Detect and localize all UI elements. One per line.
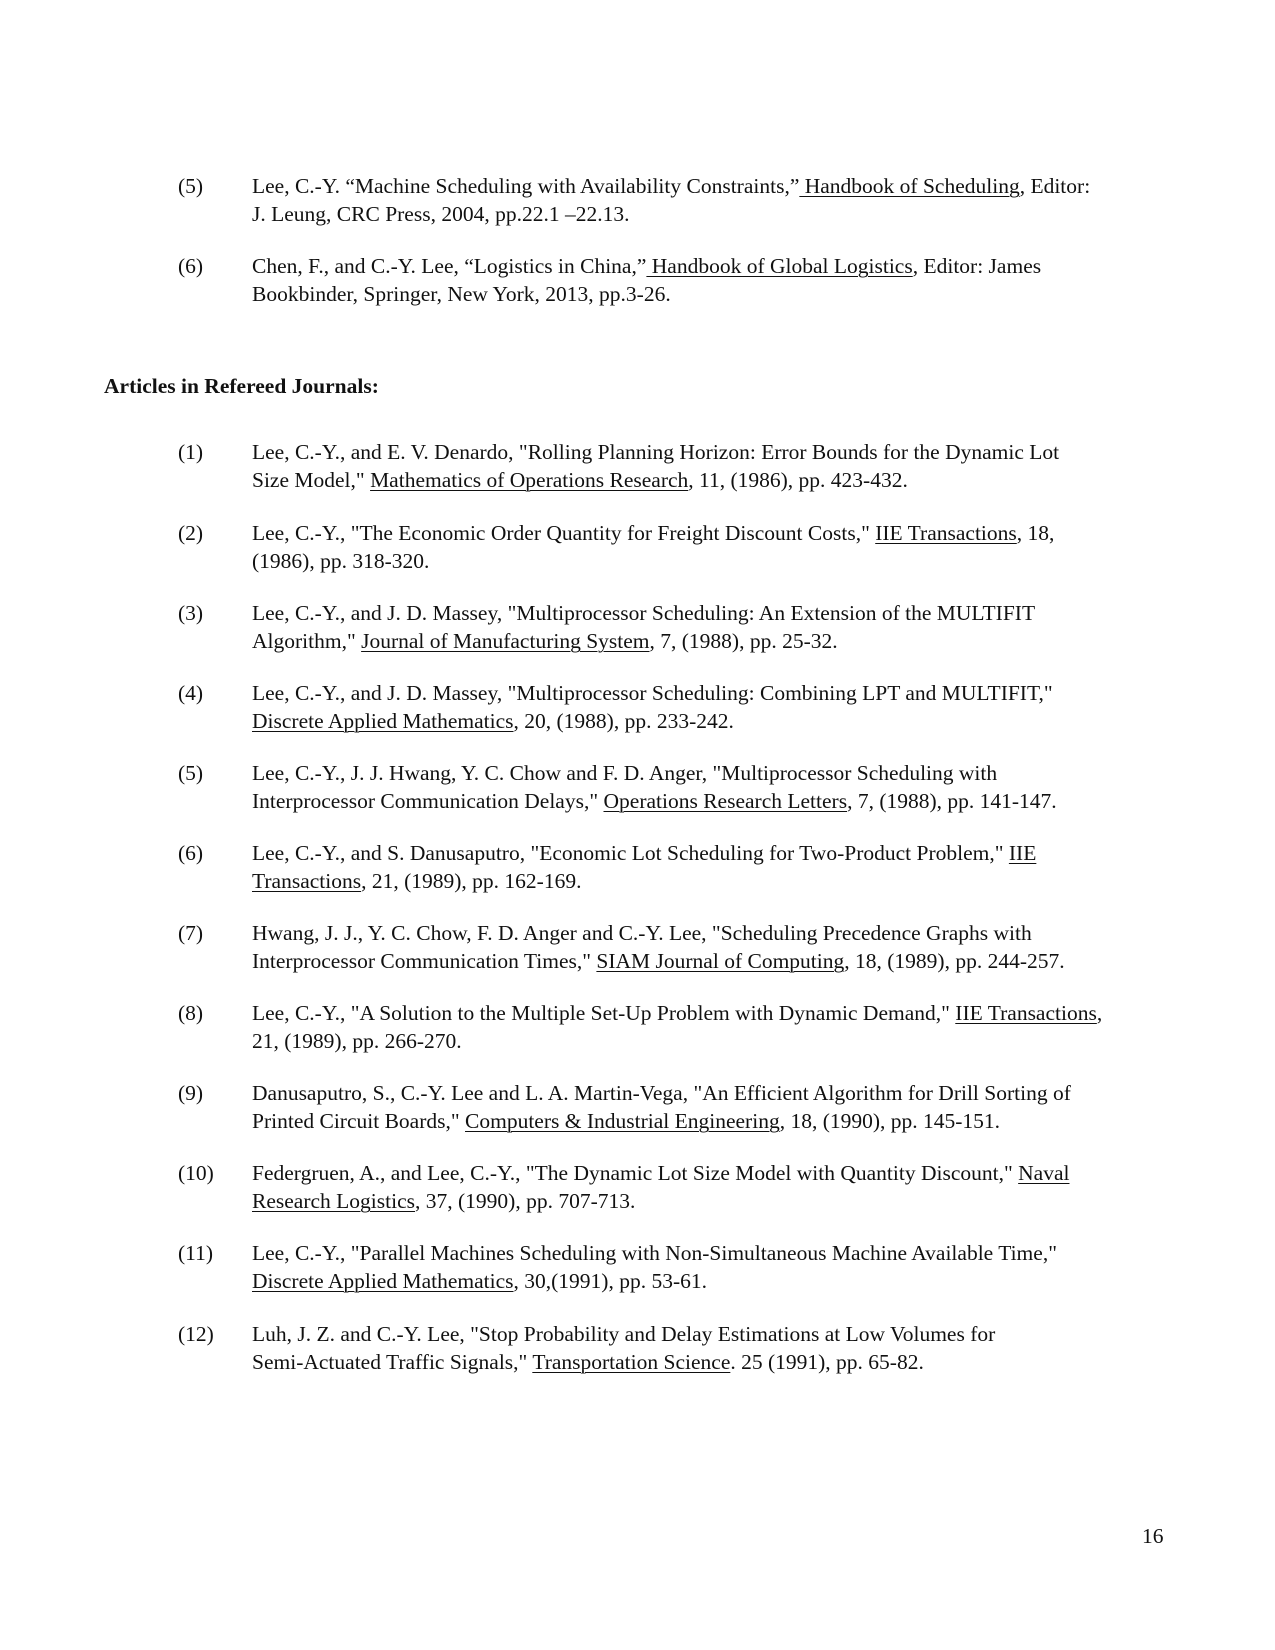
entry-number: (4) (178, 681, 204, 705)
entry-number: (3) (178, 601, 204, 625)
entry-number: (5) (178, 761, 204, 785)
citation-line: Lee, C.-Y., and E. V. Denardo, "Rolling Planning Horizon: Error Bounds for the Dynamic Lot (252, 440, 1060, 464)
page-number: 16 (1142, 1524, 1164, 1548)
citation-line: Lee, C.-Y., "The Economic Order Quantity for Freight Discount Costs," IIE Transactions, 18, (252, 521, 1055, 545)
entry-citation (252, 438, 1172, 494)
entry-citation (252, 599, 1172, 655)
entry-number: (8) (178, 1001, 204, 1025)
citation-line: Research Logistics, 37, (1990), pp. 707-713. (252, 1189, 636, 1213)
entry-number: (11) (178, 1241, 214, 1265)
citation-line: (1986), pp. 318-320. (252, 549, 430, 573)
citation-line: Printed Circuit Boards," Computers & Industrial Engineering, 18, (1990), pp. 145-151. (252, 1109, 1001, 1133)
entry-number: (2) (178, 521, 204, 545)
citation-line: Lee, C.-Y. “Machine Scheduling with Availability Constraints,” Handbook of Scheduling, Editor: (252, 174, 1091, 198)
entry-number: (6) (178, 841, 204, 865)
entry-citation (252, 679, 1172, 735)
publication-title: Handbook of Global Logistics (646, 254, 913, 278)
journal-title: Discrete Applied Mathematics (252, 1269, 514, 1293)
citation-line: Federgruen, A., and Lee, C.-Y., "The Dynamic Lot Size Model with Quantity Discount," Naval (252, 1161, 1070, 1185)
journal-title: IIE Transactions (955, 1001, 1097, 1025)
citation-line: Bookbinder, Springer, New York, 2013, pp.3-26. (252, 282, 671, 306)
entry-number: (10) (178, 1161, 214, 1185)
section-heading: Articles in Refereed Journals: (104, 374, 379, 398)
entry-number: (1) (178, 440, 204, 464)
publication-title: Handbook of Scheduling (799, 174, 1020, 198)
citation-line: Algorithm," Journal of Manufacturing System, 7, (1988), pp. 25-32. (252, 629, 838, 653)
citation-line: Size Model," Mathematics of Operations Research, 11, (1986), pp. 423-432. (252, 468, 908, 492)
entry-number: (12) (178, 1322, 214, 1346)
citation-line: Luh, J. Z. and C.-Y. Lee, "Stop Probability and Delay Estimations at Low Volumes for (252, 1322, 996, 1346)
journal-title: Research Logistics (252, 1189, 415, 1213)
entry-citation (252, 519, 1172, 575)
entry-number: (5) (178, 174, 204, 198)
entry-citation (252, 919, 1172, 975)
citation-line: Discrete Applied Mathematics, 20, (1988), pp. 233-242. (252, 709, 734, 733)
journal-title: Transactions (252, 869, 362, 893)
journal-title: Journal of Manufacturing System (361, 629, 650, 653)
citation-line: 21, (1989), pp. 266-270. (252, 1029, 462, 1053)
citation-line: Interprocessor Communication Times," SIAM Journal of Computing, 18, (1989), pp. 244-257. (252, 949, 1065, 973)
journal-title: Discrete Applied Mathematics (252, 709, 514, 733)
citation-line: Chen, F., and C.-Y. Lee, “Logistics in China,” Handbook of Global Logistics, Editor: James (252, 254, 1042, 278)
journal-title: IIE Transactions (875, 521, 1017, 545)
citation-line: Interprocessor Communication Delays," Operations Research Letters, 7, (1988), pp. 141-147. (252, 789, 1057, 813)
citation-line: Transactions, 21, (1989), pp. 162-169. (252, 869, 582, 893)
citation-line: Semi-Actuated Traffic Signals," Transportation Science. 25 (1991), pp. 65-82. (252, 1350, 924, 1374)
citation-line: Lee, C.-Y., J. J. Hwang, Y. C. Chow and F. D. Anger, "Multiprocessor Scheduling with (252, 761, 998, 785)
journal-title: IIE (1008, 841, 1037, 865)
entry-citation (252, 172, 1172, 228)
citation-line: J. Leung, CRC Press, 2004, pp.22.1 –22.13. (252, 202, 630, 226)
citation-line: Lee, C.-Y., "A Solution to the Multiple Set-Up Problem with Dynamic Demand," IIE Transactions, (252, 1001, 1103, 1025)
citation-line: Lee, C.-Y., "Parallel Machines Scheduling with Non-Simultaneous Machine Available Time," (252, 1241, 1057, 1265)
entry-citation (252, 1320, 1172, 1376)
citation-line: Lee, C.-Y., and J. D. Massey, "Multiprocessor Scheduling: An Extension of the MULTIFIT (252, 601, 1036, 625)
entry-citation (252, 839, 1172, 895)
journal-title: Naval (1018, 1161, 1070, 1185)
entry-number: (9) (178, 1081, 204, 1105)
journal-title: SIAM Journal of Computing (596, 949, 845, 973)
citation-line: Hwang, J. J., Y. C. Chow, F. D. Anger and C.-Y. Lee, "Scheduling Precedence Graphs with (252, 921, 1032, 945)
journal-title: Mathematics of Operations Research (370, 468, 689, 492)
citation-line: Lee, C.-Y., and J. D. Massey, "Multiprocessor Scheduling: Combining LPT and MULTIFIT," (252, 681, 1053, 705)
journal-title: Transportation Science (532, 1350, 731, 1374)
entry-citation (252, 999, 1172, 1055)
entry-citation (252, 252, 1172, 308)
entry-citation (252, 759, 1172, 815)
citation-line: Danusaputro, S., C.-Y. Lee and L. A. Martin-Vega, "An Efficient Algorithm for Drill Sorting of (252, 1081, 1071, 1105)
journal-title: Computers & Industrial Engineering (465, 1109, 780, 1133)
citation-line: Lee, C.-Y., and S. Danusaputro, "Economic Lot Scheduling for Two-Product Problem," IIE (252, 841, 1037, 865)
entry-citation (252, 1239, 1172, 1295)
journal-title: Operations Research Letters (603, 789, 848, 813)
entry-citation (252, 1159, 1172, 1215)
citation-line: Discrete Applied Mathematics, 30,(1991), pp. 53-61. (252, 1269, 707, 1293)
entry-citation (252, 1079, 1172, 1135)
entry-number: (6) (178, 254, 204, 278)
entry-number: (7) (178, 921, 204, 945)
